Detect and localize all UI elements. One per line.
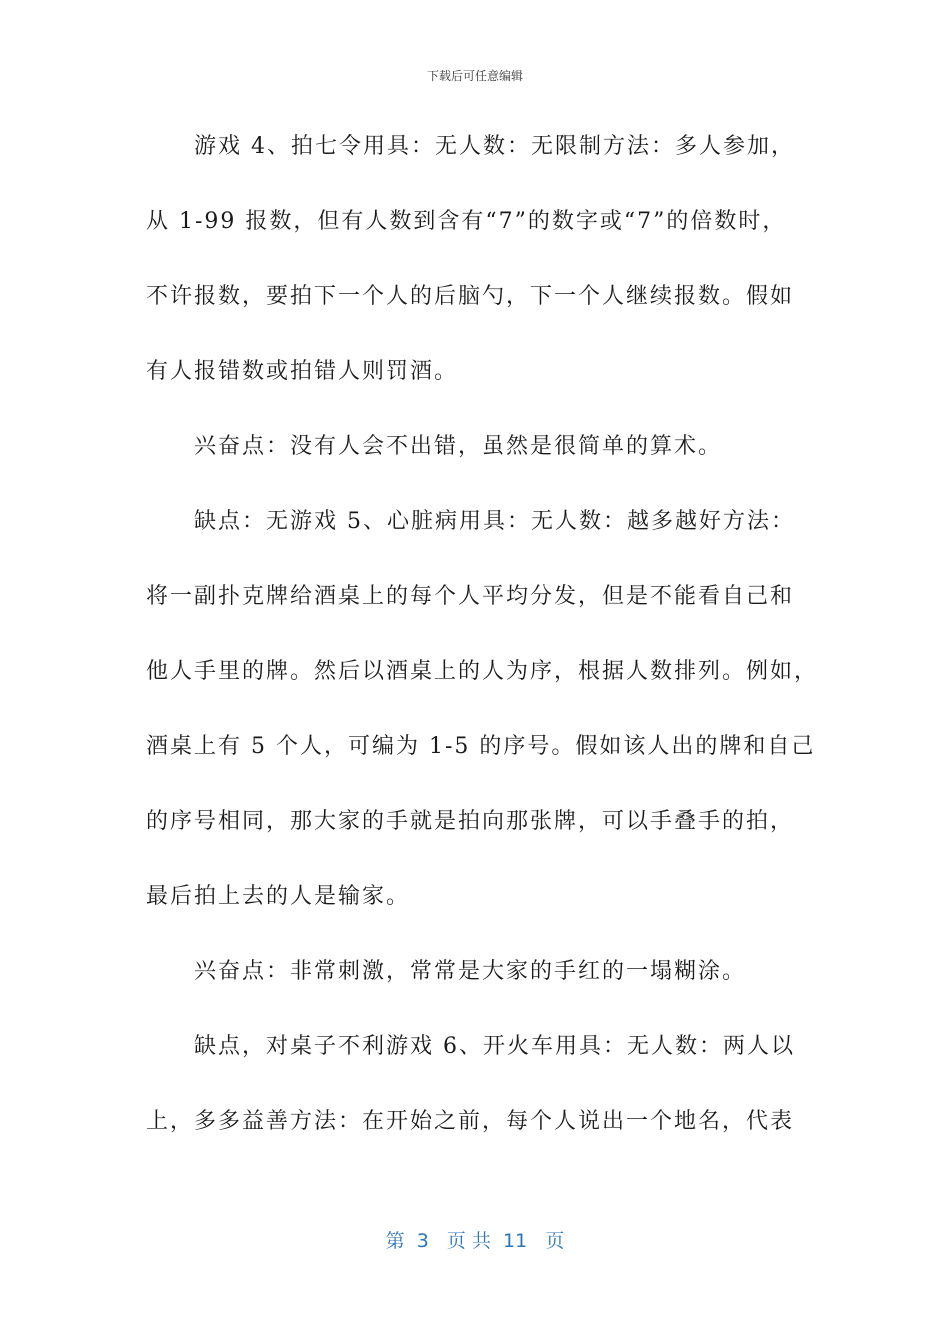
paragraph-line: 最后拍上去的人是输家。 xyxy=(146,884,411,909)
page-number-footer: 第 3 页 共 11 页 xyxy=(385,1230,565,1252)
paragraph-line: 不许报数，要拍下一个人的后脑勺，下一个人继续报数。假如 xyxy=(146,284,795,309)
paragraph-line: 酒桌上有 5 个人，可编为 1-5 的序号。假如该人出的牌和自己 xyxy=(146,734,816,759)
paragraph-line: 的序号相同，那大家的手就是拍向那张牌，可以手叠手的拍， xyxy=(146,809,795,834)
document-body xyxy=(146,118,819,1168)
paragraph-line: 从 1-99 报数，但有人数到含有“7”的数字或“7”的倍数时， xyxy=(146,209,787,234)
paragraph-line: 他人手里的牌。然后以酒桌上的人为序，根据人数排列。例如， xyxy=(146,659,819,684)
page-header: 下载后可任意编辑 xyxy=(426,69,523,83)
paragraph-line: 兴奋点：没有人会不出错，虽然是很简单的算术。 xyxy=(194,434,723,459)
paragraph-line: 上，多多益善方法：在开始之前，每个人说出一个地名，代表 xyxy=(146,1109,795,1134)
paragraph-line: 兴奋点：非常刺激，常常是大家的手红的一塌糊涂。 xyxy=(194,959,747,984)
paragraph-line: 有人报错数或拍错人则罚酒。 xyxy=(146,359,459,384)
paragraph-line: 缺点，对桌子不利游戏 6、开火车用具：无人数：两人以 xyxy=(194,1034,795,1059)
paragraph-line: 将一副扑克牌给酒桌上的每个人平均分发，但是不能看自己和 xyxy=(146,584,795,609)
paragraph-line: 缺点：无游戏 5、心脏病用具：无人数：越多越好方法： xyxy=(194,509,795,534)
paragraph-line: 游戏 4、拍七令用具：无人数：无限制方法：多人参加， xyxy=(194,134,795,159)
